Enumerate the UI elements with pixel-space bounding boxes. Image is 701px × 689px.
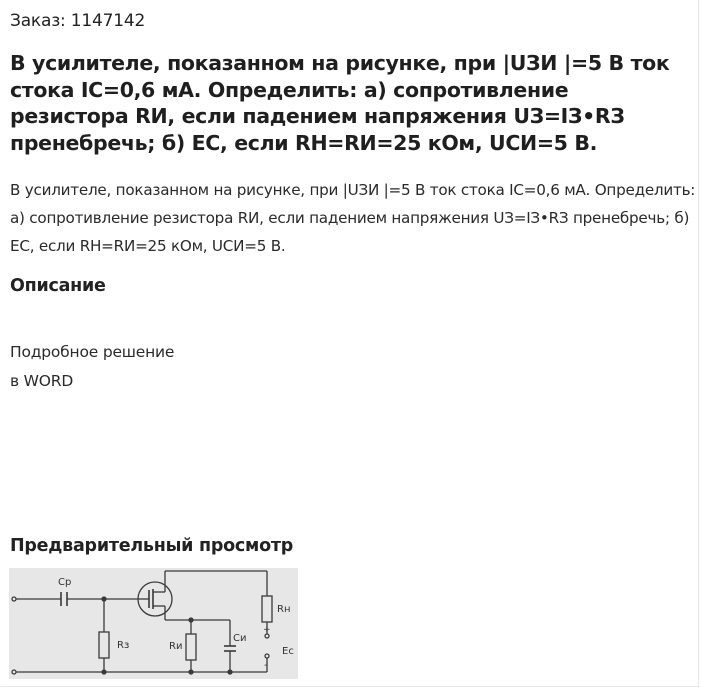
label-minus: - bbox=[264, 660, 268, 671]
problem-description: В усилителе, показанном на рисунке, при |UЗИ |=5 В ток стока IС=0,6 мА. Определить: а) сопротивление резистора RИ, если падением напряжения UЗ=IЗ•RЗ пренебречь; б) ЕС, если RН=RИ=25 кОм, UСИ=5 В. bbox=[10, 181, 696, 255]
resistor-ri bbox=[186, 634, 196, 660]
label-r3: Rз bbox=[117, 640, 130, 651]
problem-title: В усилителе, показанном на рисунке, при |UЗИ |=5 В ток стока IС=0,6 мА. Определить: а) сопротивление резистора RИ, если падением напряжения UЗ=IЗ•RЗ пренебречь; б) ЕС, если RН=RИ=25 кОм, UСИ=5 В. bbox=[10, 51, 670, 155]
supply-terminal-minus bbox=[265, 654, 269, 658]
label-plus: + bbox=[263, 625, 271, 635]
label-ci: Си bbox=[233, 633, 247, 644]
solution-format-line: в WORD bbox=[10, 372, 74, 390]
label-cp: Ср bbox=[58, 577, 72, 588]
input-terminal-top bbox=[12, 597, 16, 601]
resistor-rn bbox=[262, 596, 272, 622]
solution-detail-line: Подробное решение bbox=[10, 343, 175, 361]
circuit-schematic bbox=[9, 568, 298, 679]
input-terminal-bottom bbox=[12, 670, 16, 674]
description-heading: Описание bbox=[10, 276, 106, 296]
label-ec: Ес bbox=[282, 646, 294, 657]
content-frame bbox=[1, 0, 699, 687]
preview-heading: Предварительный просмотр bbox=[10, 536, 294, 556]
resistor-r3 bbox=[99, 632, 109, 658]
junction-ground-r3 bbox=[102, 670, 106, 674]
order-number: Заказ: 1147142 bbox=[10, 11, 146, 31]
label-ri: Rи bbox=[169, 641, 183, 652]
solution-detail bbox=[10, 338, 174, 396]
circuit-preview-image[interactable] bbox=[9, 568, 298, 679]
label-rn: Rн bbox=[277, 604, 291, 615]
junction-ground-ci bbox=[228, 670, 232, 674]
junction-ground-ri bbox=[189, 670, 193, 674]
